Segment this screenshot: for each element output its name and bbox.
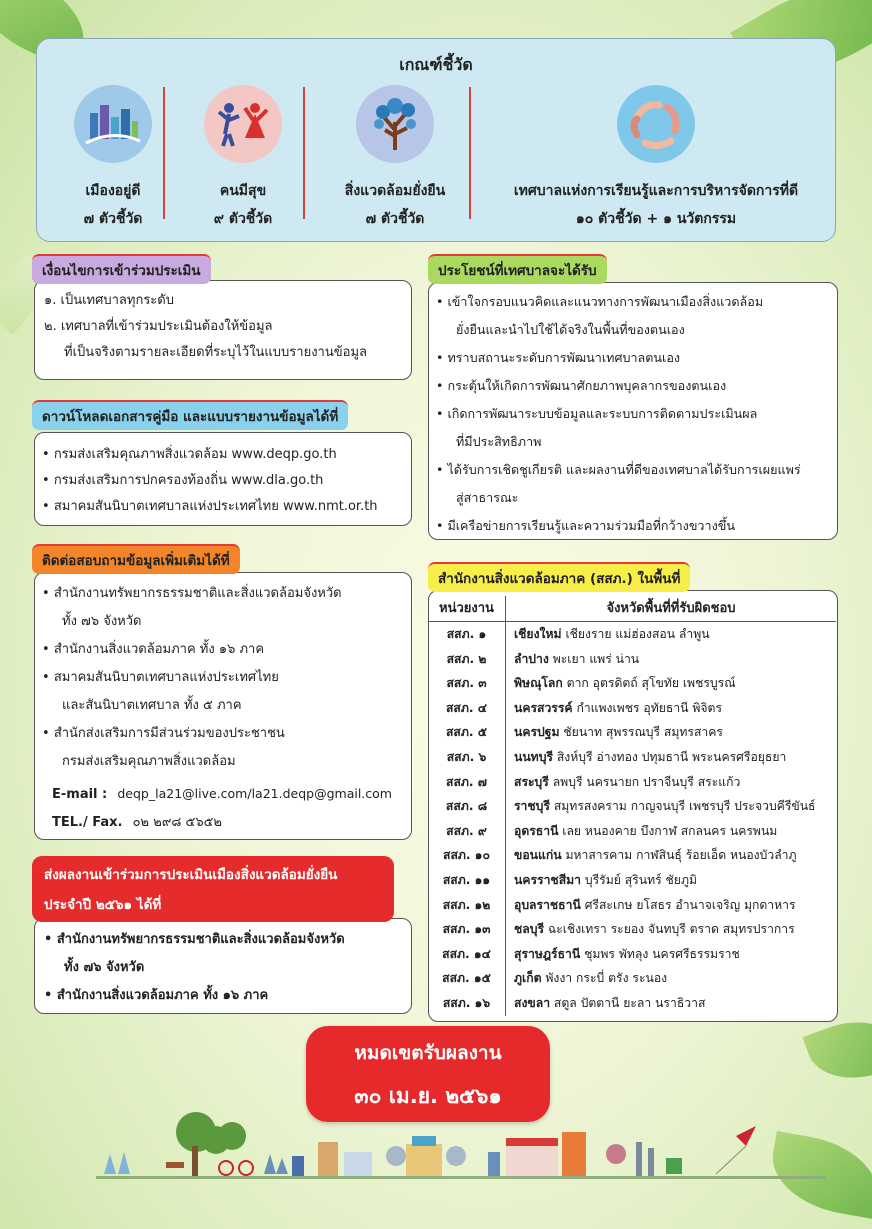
criteria-title: เกณฑ์ชี้วัด	[399, 55, 473, 74]
other-provinces: มหาสารคาม กาฬสินธุ์ ร้อยเอ็ด หนองบัวลำภู	[565, 848, 797, 863]
table-row	[428, 794, 836, 819]
main-province: พิษณุโลก	[514, 676, 563, 691]
table-row	[428, 647, 836, 672]
list-item: • มีเครือข่ายการเรียนรู้และความร่วมมือที่กว้างขวางขึ้น	[436, 512, 801, 540]
list-item: กรมส่งเสริมคุณภาพสิ่งแวดล้อม	[62, 754, 236, 769]
office-provinces	[506, 966, 836, 991]
col-unit-header: หน่วยงาน	[428, 596, 506, 621]
list-item: • สำนักงานสิ่งแวดล้อมภาค ทั้ง ๑๖ ภาค	[44, 982, 345, 1010]
criteria-name: สิ่งแวดล้อมยั่งยืน	[344, 183, 446, 199]
main-province: อุดรธานี	[514, 823, 559, 838]
office-unit: สสภ. ๘	[428, 794, 506, 819]
table-row	[428, 942, 836, 967]
office-provinces	[506, 622, 836, 647]
list-item: ที่มีประสิทธิภาพ	[456, 434, 542, 449]
conditions-heading: เงื่อนไขการเข้าร่วมประเมิน	[32, 254, 211, 284]
list-item: • สำนักงานสิ่งแวดล้อมภาค ทั้ง ๑๖ ภาค	[42, 636, 392, 664]
office-unit: สสภ. ๑๒	[428, 893, 506, 918]
list-item: ๑. เป็นเทศบาลทุกระดับ	[44, 293, 174, 308]
conditions-list	[44, 288, 367, 366]
other-provinces: สตูล ปัตตานี ยะลา นราธิวาส	[553, 995, 706, 1010]
list-item: • กรมส่งเสริมคุณภาพสิ่งแวดล้อม www.deqp.go.th	[42, 442, 378, 468]
tree-icon	[356, 85, 434, 163]
tel-row	[42, 809, 392, 837]
office-unit: สสภ. ๕	[428, 720, 506, 745]
list-item: ทั้ง ๗๖ จังหวัด	[62, 614, 142, 629]
main-province: นนทบุรี	[514, 749, 553, 764]
main-province: นครสวรรค์	[514, 700, 573, 715]
list-item: • สำนักส่งเสริมการมีส่วนร่วมของประชาชน	[42, 720, 392, 748]
table-row	[428, 720, 836, 745]
office-unit: สสภ. ๑	[428, 622, 506, 647]
list-item: ๒. เทศบาลที่เข้าร่วมประเมินต้องให้ข้อมูล	[44, 319, 273, 334]
contact-list	[42, 580, 392, 837]
other-provinces: เลย หนองคาย บึงกาฬ สกลนคร นครพนม	[562, 823, 778, 838]
col-provinces-header: จังหวัดพื้นที่ที่รับผิดชอบ	[606, 601, 736, 616]
download-list	[42, 442, 378, 520]
main-province: สระบุรี	[514, 774, 549, 789]
other-provinces: พะเยา แพร่ น่าน	[552, 651, 640, 666]
office-provinces	[506, 991, 836, 1016]
offices-table	[428, 596, 836, 1016]
office-unit: สสภ. ๑๑	[428, 868, 506, 893]
office-provinces	[506, 917, 836, 942]
list-item: • ได้รับการเชิดชูเกียรติ และผลงานที่ดีของเทศบาลได้รับการเผยแพร่	[436, 456, 801, 484]
deadline-label: หมดเขตรับผลงาน	[354, 1042, 502, 1064]
list-item: ที่เป็นจริงตามรายละเอียดที่ระบุไว้ในแบบรายงานข้อมูล	[64, 345, 367, 360]
office-provinces	[506, 745, 836, 770]
list-item: • สำนักงานทรัพยากรธรรมชาติและสิ่งแวดล้อมจังหวัด	[44, 926, 345, 954]
townscape-illustration	[96, 1096, 826, 1180]
office-provinces	[506, 671, 836, 696]
other-provinces: เชียงราย แม่ฮ่องสอน ลำพูน	[565, 627, 710, 641]
office-unit: สสภ. ๑๐	[428, 843, 506, 868]
email-value[interactable]: deqp_la21@live.com/la21.deqp@gmail.com	[117, 786, 392, 801]
criteria-item-people	[179, 85, 307, 233]
table-row	[428, 991, 836, 1016]
people-icon	[204, 85, 282, 163]
office-provinces	[506, 893, 836, 918]
list-item: • สำนักงานทรัพยากรธรรมชาติและสิ่งแวดล้อมจังหวัด	[42, 580, 392, 608]
criteria-item-environment	[319, 85, 471, 233]
other-provinces: สิงห์บุรี อ่างทอง ปทุมธานี พระนครศรีอยุธยา	[556, 749, 787, 764]
divider	[163, 87, 165, 219]
contact-heading: ติดต่อสอบถามข้อมูลเพิ่มเติมได้ที่	[32, 544, 240, 574]
hands-circle-icon	[617, 85, 695, 163]
other-provinces: ฉะเชิงเทรา ระยอง จันทบุรี ตราด สมุทรปราการ	[547, 922, 795, 937]
main-province: อุบลราชธานี	[514, 897, 581, 912]
main-province: ชลบุรี	[514, 922, 545, 937]
table-row	[428, 917, 836, 942]
office-unit: สสภ. ๙	[428, 819, 506, 844]
criteria-name: คนมีสุข	[219, 183, 267, 199]
table-row	[428, 745, 836, 770]
main-province: นครปฐม	[514, 725, 560, 740]
other-provinces: บุรีรัมย์ สุรินทร์ ชัยภูมิ	[584, 872, 698, 887]
main-province: เชียงใหม่	[514, 627, 562, 641]
criteria-name: เมืองอยู่ดี	[85, 183, 141, 199]
other-provinces: กำแพงเพชร อุทัยธานี พิจิตร	[576, 700, 723, 715]
criteria-panel	[36, 38, 836, 242]
email-label: E-mail :	[52, 787, 108, 802]
office-unit: สสภ. ๑๕	[428, 966, 506, 991]
tel-label: TEL./ Fax.	[52, 815, 123, 830]
office-unit: สสภ. ๖	[428, 745, 506, 770]
table-header	[428, 596, 836, 622]
office-unit: สสภ. ๑๖	[428, 991, 506, 1016]
tel-value: ๐๒ ๒๙๘ ๕๖๕๒	[132, 815, 222, 830]
office-provinces	[506, 720, 836, 745]
main-province: ภูเก็ต	[514, 971, 542, 986]
submit-list	[44, 926, 345, 1010]
office-provinces	[506, 868, 836, 893]
criteria-count: ๗ ตัวชี้วัด	[365, 211, 425, 227]
list-item: • กระตุ้นให้เกิดการพัฒนาศักยภาพบุคลากรของตนเอง	[436, 372, 801, 400]
other-provinces: ตาก อุตรดิตถ์ สุโขทัย เพชรบูรณ์	[566, 676, 736, 691]
download-heading: ดาวน์โหลดเอกสารคู่มือ และแบบรายงานข้อมูลได้ที่	[32, 400, 348, 430]
office-unit: สสภ. ๑๔	[428, 942, 506, 967]
other-provinces: พังงา กระบี่ ตรัง ระนอง	[545, 971, 668, 986]
table-row	[428, 966, 836, 991]
office-unit: สสภ. ๔	[428, 696, 506, 721]
city-icon	[74, 85, 152, 163]
list-item: • เข้าใจกรอบแนวคิดและแนวทางการพัฒนาเมืองสิ่งแวดล้อม	[436, 288, 801, 316]
main-province: ขอนแก่น	[514, 848, 562, 863]
office-provinces	[506, 647, 836, 672]
criteria-count: ๑๐ ตัวชี้วัด + ๑ นวัตกรรม	[575, 211, 737, 227]
criteria-item-learning	[483, 85, 829, 233]
table-row	[428, 671, 836, 696]
criteria-count: ๗ ตัวชี้วัด	[83, 211, 143, 227]
main-province: ราชบุรี	[514, 799, 550, 814]
criteria-item-city	[57, 85, 169, 233]
office-unit: สสภ. ๗	[428, 770, 506, 795]
table-row	[428, 819, 836, 844]
table-row	[428, 868, 836, 893]
main-province: สุราษฎร์ธานี	[514, 946, 581, 961]
table-row	[428, 843, 836, 868]
divider	[303, 87, 305, 219]
table-row	[428, 696, 836, 721]
table-row	[428, 622, 836, 647]
submit-title-line2: ประจำปี ๒๕๖๑ ได้ที่	[44, 897, 162, 913]
deadline-date: ๓๐ เม.ย. ๒๕๖๑	[354, 1084, 502, 1108]
list-item: และสันนิบาตเทศบาล ทั้ง ๕ ภาค	[62, 698, 242, 713]
other-provinces: ชุมพร พัทลุง นครศรีธรรมราช	[584, 946, 740, 961]
office-unit: สสภ. ๒	[428, 647, 506, 672]
office-unit: สสภ. ๓	[428, 671, 506, 696]
divider	[469, 87, 471, 219]
criteria-name: เทศบาลแห่งการเรียนรู้และการบริหารจัดการที่ดี	[513, 183, 799, 199]
office-provinces	[506, 942, 836, 967]
office-provinces	[506, 843, 836, 868]
email-row	[42, 780, 392, 809]
office-provinces	[506, 770, 836, 795]
office-provinces	[506, 819, 836, 844]
other-provinces: ลพบุรี นครนายก ปราจีนบุรี สระแก้ว	[552, 774, 741, 789]
criteria-count: ๙ ตัวชี้วัด	[213, 211, 273, 227]
benefits-list	[436, 288, 801, 540]
main-province: นครราชสีมา	[514, 872, 582, 887]
list-item: • สมาคมสันนิบาตเทศบาลแห่งประเทศไทย	[42, 664, 392, 692]
main-province: ลำปาง	[514, 651, 549, 666]
ground-line	[96, 1176, 826, 1179]
other-provinces: สมุทรสงคราม กาญจนบุรี เพชรบุรี ประจวบคีรีขันธ์	[553, 799, 816, 814]
other-provinces: ชัยนาท สุพรรณบุรี สมุทรสาคร	[563, 725, 723, 740]
list-item: • สมาคมสันนิบาตเทศบาลแห่งประเทศไทย www.nmt.or.th	[42, 494, 378, 520]
offices-heading: สำนักงานสิ่งแวดล้อมภาค (สสภ.) ในพื้นที่	[428, 562, 690, 592]
list-item: • เกิดการพัฒนาระบบข้อมูลและระบบการติดตามประเมินผล	[436, 400, 801, 428]
list-item: ยั่งยืนและนำไปใช้ได้จริงในพื้นที่ของตนเอง	[456, 322, 685, 337]
list-item: • ทราบสถานะระดับการพัฒนาเทศบาลตนเอง	[436, 344, 801, 372]
list-item: ทั้ง ๗๖ จังหวัด	[64, 960, 145, 975]
table-row	[428, 893, 836, 918]
office-provinces	[506, 794, 836, 819]
submit-heading	[32, 856, 394, 922]
benefits-heading: ประโยชน์ที่เทศบาลจะได้รับ	[428, 254, 607, 284]
submit-title-line1: ส่งผลงานเข้าร่วมการประเมินเมืองสิ่งแวดล้อมยั่งยืน	[44, 867, 338, 883]
other-provinces: ศรีสะเกษ ยโสธร อำนาจเจริญ มุกดาหาร	[584, 897, 796, 912]
list-item: • กรมส่งเสริมการปกครองท้องถิ่น www.dla.go.th	[42, 468, 378, 494]
list-item: สู่สาธารณะ	[456, 490, 519, 505]
office-unit: สสภ. ๑๓	[428, 917, 506, 942]
table-row	[428, 770, 836, 795]
main-province: สงขลา	[514, 995, 551, 1010]
office-provinces	[506, 696, 836, 721]
